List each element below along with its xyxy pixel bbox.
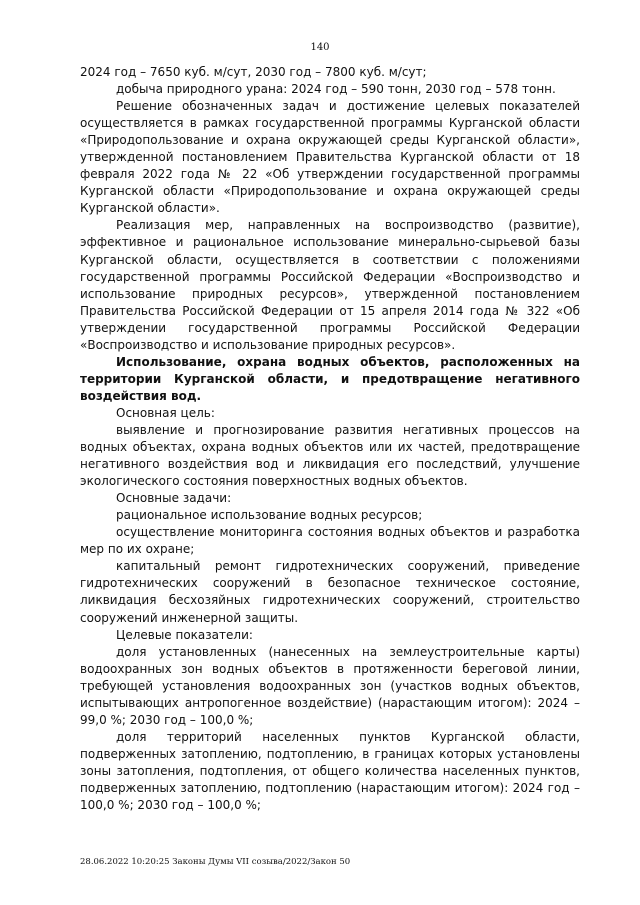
paragraph: 2024 год – 7650 куб. м/сут, 2030 год – 7800 куб. м/сут; [80, 65, 427, 79]
paragraph: капитальный ремонт гидротехнических сооружений, приведение гидротехнических сооружений в безопасное техническое состояние, ликвидация бесхозяйных гидротехнических сооружений, строительство сооружений инженерной защиты. [80, 559, 580, 625]
paragraph: Реализация мер, направленных на воспроизводство (развитие), эффективное и рациональное использование минерально-сырьевой базы Курганской области, осуществляется в соответствии с положениями государственной программы Российской Федерации «Воспроизводство и использование природных ресурсов», утвержденной постановлением Правительства Российской Федерации от 15 апреля 2014 года № 322 «Об утверждении государственной программы Российской Федерации «Воспроизводство и использование природных ресурсов». [80, 218, 580, 352]
page-number: 140 [310, 42, 330, 53]
paragraph: осуществление мониторинга состояния водных объектов и разработка мер по их охране; [80, 525, 580, 557]
paragraph: рациональное использование водных ресурсов; [116, 508, 423, 523]
paragraph: Основные задачи: [116, 491, 232, 506]
paragraph: доля территорий населенных пунктов Курганской области, подверженных затоплению, подтоплению, в границах которых установлены зоны затопления, подтопления, от общего количества населенных пунктов, подверженных затоплению, подтоплению (нарастающим итогом): 2024 год – 100,0 %; 2030 год – 100,0 %; [80, 729, 580, 813]
section-heading: Использование, охрана водных объектов, расположенных на территории Курганской области, и предотвращение негативного воздействия вод. [80, 354, 580, 403]
paragraph: доля установленных (нанесенных на землеустроительные карты) водоохранных зон водных объектов в протяженности береговой линии, требующей установления водоохранных зон (участков водных объектов, испытывающих антропогенное воздействие) (нарастающим итогом): 2024 – 99,0 %; 2030 год – 100,0 %; [80, 644, 580, 727]
paragraph: добыча природного урана: 2024 год – 590 тонн, 2030 год – 578 тонн. [116, 82, 556, 97]
page-footer: 28.06.2022 10:20:25 Законы Думы VII созыва/2022/Закон 50 [80, 857, 351, 867]
document-body [80, 64, 580, 814]
paragraph: Целевые показатели: [116, 627, 253, 642]
paragraph: Решение обозначенных задач и достижение целевых показателей осуществляется в рамках государственной программы Курганской области «Природопользование и охрана окружающей среды Курганской области», утвержденной постановлением Правительства Курганской области от 18 февраля 2022 года № 22 «Об утверждении государственной программы Курганской области «Природопользование и охрана окружающей среды Курганской области». [80, 99, 580, 216]
paragraph: выявление и прогнозирование развития негативных процессов на водных объектах, охрана водных объектов или их частей, предотвращение негативного воздействия вод и ликвидация его последствий, улучшение экологического состояния поверхностных водных объектов. [80, 422, 580, 489]
paragraph: Основная цель: [116, 405, 215, 420]
